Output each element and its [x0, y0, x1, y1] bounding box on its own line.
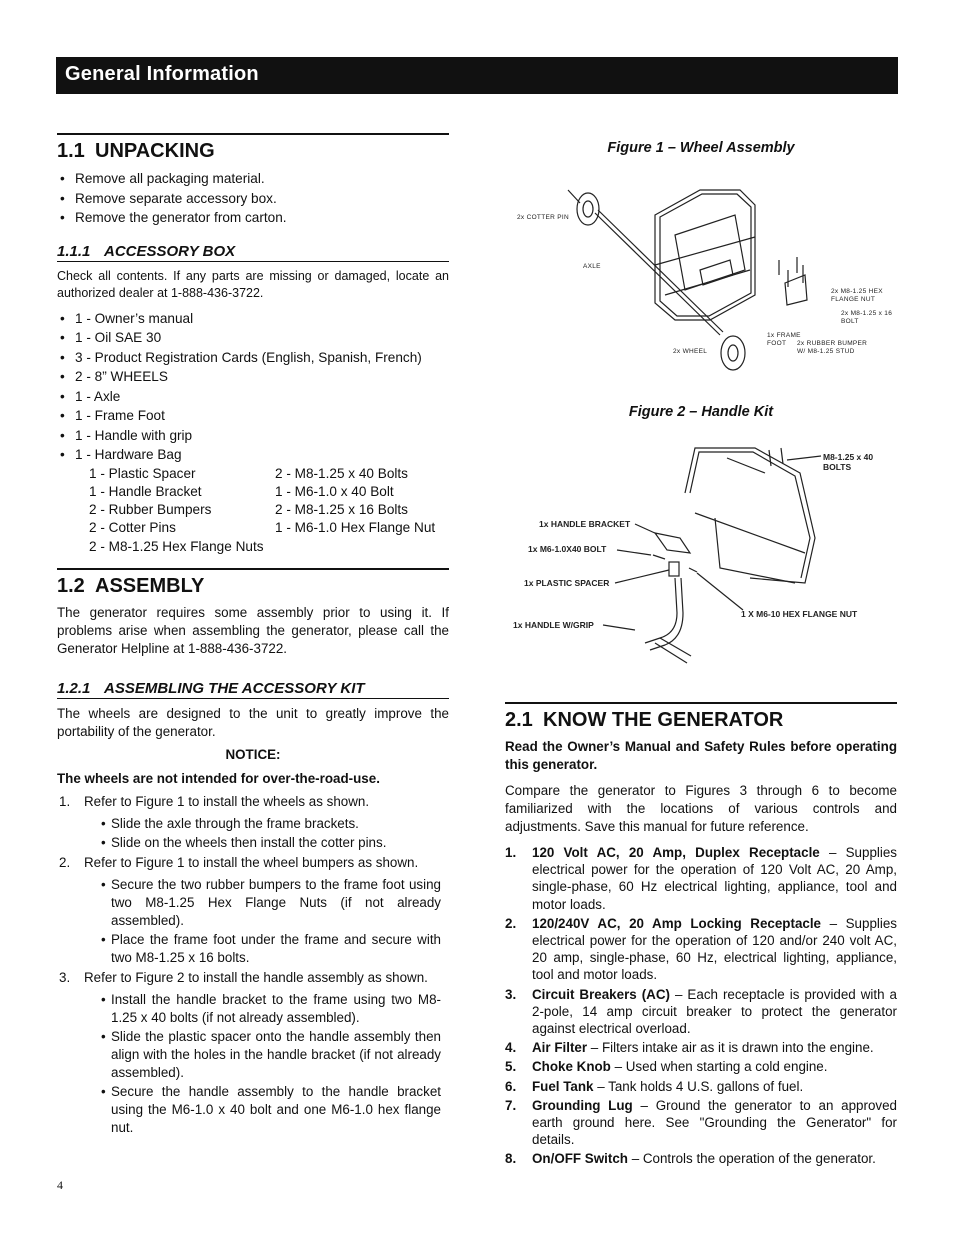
label-plastic-spacer: 1x PLASTIC SPACER [524, 578, 610, 588]
feature-item: 4. Air Filter – Filters intake air as it is drawn into the engine. [505, 1040, 874, 1056]
list-item: • 1 - Axle [57, 387, 449, 407]
wheel-assembly-figure [505, 175, 897, 380]
list-item: • 1 - Frame Foot [57, 406, 449, 426]
page-number: 4 [57, 1178, 63, 1192]
know-generator-section [505, 702, 897, 1170]
label-frame-foot: 1x FRAME FOOT [767, 332, 801, 347]
assembly-intro: The generator requires some assembly prior to using it. If problems arise when assembling the generator, please call the Generator Helpline at 1-888-436-3722. [57, 604, 449, 656]
hardware-bag-table: 1 - Plastic Spacer 2 - M8-1.25 x 40 Bolts 1 - Handle Bracket 1 - M6-1.0 x 40 Bolt 2 - Rubber Bumpers 2 - M8-1.25 x 16 Bolts 2 - Cotter Pins 1 - M6-1.0 Hex Flange Nut 2 - M8-1.25 Hex Flange Nuts [89, 465, 436, 554]
list-item: • 3 - Product Registration Cards (English, Spanish, French) [57, 348, 449, 368]
know-generator-heading: 2.1 KNOW THE GENERATOR [505, 702, 897, 732]
label-hex-nut: 2x M8-1.25 HEX FLANGE NUT [831, 288, 883, 303]
assembly-steps [57, 793, 449, 1137]
sub-step: • Slide on the wheels then install the cotter pins. [101, 834, 441, 852]
label-wheel: 2x WHEEL [673, 348, 708, 355]
assembly-heading: 1.2 ASSEMBLY [57, 568, 449, 598]
step-item: 1. Refer to Figure 1 to install the wheels as shown. • Slide the axle through the frame brackets. • Slide on the wheels then install the cotter pins. [57, 793, 449, 852]
unpacking-heading: 1.1 UNPACKING [57, 133, 449, 163]
step-item: 3. Refer to Figure 2 to install the handle assembly as shown. • Install the handle bracket to the frame using two M8-1.25 x 40 bolts (if not already assembled). • Slide the plastic spacer onto the handle assembly then align with the holes in the handle bracket (if not already assembled). • Secure the handle assembly to the handle bracket using the M6-1.0 x 40 bolt and one M6-1.0 hex flange nut. [57, 969, 449, 1137]
label-bolts-40: M8-1.25 x 40 BOLTS [823, 452, 874, 473]
feature-list [505, 844, 897, 1168]
feature-item: 3. Circuit Breakers (AC) – Each receptacle is provided with a 2-pole, 14 amp circuit breaker to protect the generator against electrical overload. [505, 986, 898, 1037]
notice-label: NOTICE: [225, 746, 281, 762]
accessory-box-intro: Check all contents. If any parts are missing or damaged, locate an authorized dealer at 1-888-436-3722. [57, 268, 449, 300]
sub-step: • Place the frame foot under the frame and secure with two M8-1.25 x 16 bolts. [101, 931, 441, 967]
feature-item: 1. 120 Volt AC, 20 Amp, Duplex Receptacle – Supplies electrical power for the operation of 120 Volt AC, 20 Amp, single-phase, 60 Hz electrical lighting, appliance, tool and motor loads. [505, 845, 897, 912]
label-axle: AXLE [583, 263, 601, 270]
left-column [57, 133, 449, 1139]
accessory-kit-heading: 1.2.1 ASSEMBLING THE ACCESSORY KIT [57, 680, 449, 699]
sub-step: • Secure the handle assembly to the handle bracket using the M6-1.0 x 40 bolt and one M6-1.0 hex flange nut. [101, 1083, 441, 1137]
feature-item: 2. 120/240V AC, 20 Amp Locking Receptacle – Supplies electrical power for the operation of 120 and/or 240 volt AC, 20 amp, single-phase, 60 Hz, electrical lighting, appliance, tool and motor loads. [505, 915, 897, 983]
list-item: • 2 - 8” WHEELS [57, 367, 449, 387]
list-item: • 1 - Handle with grip [57, 426, 449, 446]
label-cotter-pin: 2x COTTER PIN [517, 214, 569, 221]
label-handle-bracket: 1x HANDLE BRACKET [539, 519, 631, 529]
list-item: • 1 - Owner’s manual [57, 309, 449, 329]
label-handle-grip: 1x HANDLE W/GRIP [513, 620, 594, 630]
step-item: 2. Refer to Figure 1 to install the wheel bumpers as shown. • Secure the two rubber bumpers to the frame foot using two M8-1.25 Hex Flange Nuts (if not already assembled). • Place the frame foot under the frame and secure with two M8-1.25 x 16 bolts. [57, 854, 449, 967]
unpacking-list [57, 169, 449, 228]
figure-2-caption: Figure 2 – Handle Kit [628, 404, 774, 420]
list-item: • 1 - Hardware Bag [57, 445, 449, 465]
accessory-list [57, 309, 449, 465]
banner-title: General Information [65, 63, 259, 85]
safety-warning: Read the Owner’s Manual and Safety Rules before operating this generator. [505, 739, 897, 772]
list-item: • Remove all packaging material. [57, 169, 449, 189]
label-bumper: 2x RUBBER BUMPER W/ M8-1.25 STUD [797, 340, 868, 355]
list-item: • Remove the generator from carton. [57, 208, 449, 228]
feature-item: 8. On/OFF Switch – Controls the operation of the generator. [505, 1151, 876, 1167]
list-item: • 1 - Oil SAE 30 [57, 328, 449, 348]
accessory-kit-intro: The wheels are designed to the unit to greatly improve the portability of the generator. [57, 705, 449, 739]
sub-step: • Slide the plastic spacer onto the handle assembly then align with the holes in the handle bracket (if not already assembled). [101, 1028, 441, 1082]
section-banner [56, 57, 898, 94]
feature-item: 5. Choke Knob – Used when starting a cold engine. [505, 1059, 828, 1075]
notice-text: The wheels are not intended for over-the-road-use. [57, 770, 380, 786]
sub-step: • Secure the two rubber bumpers to the frame foot using two M8-1.25 Hex Flange Nuts (if not already assembled). [101, 876, 441, 930]
sub-step: • Install the handle bracket to the frame using two M8-1.25 x 40 bolts (if not already assembled). [101, 991, 441, 1027]
label-m6-bolt: 1x M6-1.0X40 BOLT [528, 544, 607, 554]
label-hex-flange-nut: 1 X M6-10 HEX FLANGE NUT [741, 609, 858, 619]
handle-kit-figure [505, 438, 897, 678]
list-item: • Remove separate accessory box. [57, 189, 449, 209]
feature-item: 6. Fuel Tank – Tank holds 4 U.S. gallons of fuel. [505, 1078, 804, 1094]
sub-step: • Slide the axle through the frame brackets. [101, 815, 441, 833]
label-bolt: 2x M8-1.25 x 16 BOLT [841, 310, 893, 325]
accessory-box-heading: 1.1.1 ACCESSORY BOX [57, 243, 449, 262]
figure-1-caption: Figure 1 – Wheel Assembly [607, 140, 795, 156]
feature-item: 7. Grounding Lug – Ground the generator to an approved earth ground here. See "Grounding the Generator" for details. [505, 1097, 897, 1148]
know-generator-intro: Compare the generator to Figures 3 through 6 to become familiarized with the locations of various controls and adjustments. Save this manual for future reference. [505, 783, 897, 834]
